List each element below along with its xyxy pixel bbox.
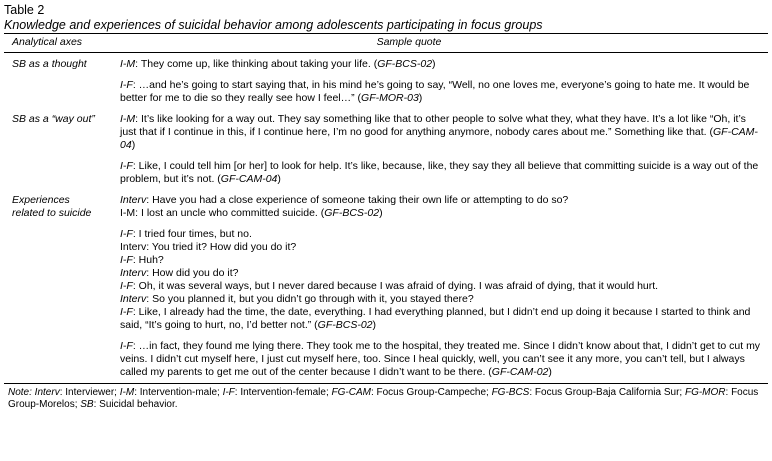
quote-cell xyxy=(116,54,768,109)
quote-text: : I tried four times, but no. xyxy=(132,228,252,240)
quote-text: : Oh, it was several ways, but I never dared because I was afraid of dying. I was afraid of dying, that it would hurt. xyxy=(132,280,659,292)
axis-label xyxy=(4,190,116,383)
quote-line xyxy=(120,241,762,254)
quote-close: ) xyxy=(277,173,281,185)
quote-line xyxy=(120,58,762,71)
quote-close: ) xyxy=(418,92,423,104)
quote-line xyxy=(120,228,762,241)
group-code: GF-BCS-02 xyxy=(317,319,373,331)
quote-line xyxy=(120,207,762,220)
table-caption: Knowledge and experiences of suicidal behavior among adolescents participating in focus groups xyxy=(4,18,543,32)
table-figure xyxy=(4,3,768,411)
quote-block xyxy=(120,224,762,336)
note-abbreviation: I-M xyxy=(119,387,135,398)
speaker-code: I-F xyxy=(120,280,133,292)
note-abbreviation: I-F xyxy=(222,387,235,398)
group-code: GF-CAM-04 xyxy=(220,173,278,185)
table-header xyxy=(4,34,768,52)
speaker-code: Interv xyxy=(120,293,147,305)
quote-line xyxy=(120,340,762,379)
axis-label-line: related to suicide xyxy=(12,207,92,219)
quote-text: : Have you had a close experience of someone taking their own life or attempting to do so? xyxy=(146,194,569,206)
group-code: GF-CAM-02 xyxy=(491,366,549,378)
note-abbreviation: FG-CAM xyxy=(331,387,371,398)
table-row xyxy=(4,54,768,109)
table-label: Table 2 xyxy=(4,3,45,17)
quote-text: : Huh? xyxy=(132,254,164,266)
group-code: GF-MOR-03 xyxy=(361,92,419,104)
quote-line xyxy=(120,194,762,207)
speaker-code: I-F xyxy=(120,306,133,318)
quote-line xyxy=(120,160,762,186)
quote-close: ) xyxy=(379,207,383,219)
quote-close: ) xyxy=(432,58,436,70)
quote-block xyxy=(120,109,762,156)
speaker-code: Interv xyxy=(120,194,147,206)
quote-line xyxy=(120,280,762,293)
quote-close: ) xyxy=(548,366,552,378)
quote-text: Interv: You tried it? How did you do it? xyxy=(120,241,297,253)
table-body xyxy=(4,53,768,383)
group-code: GF-CAM-04 xyxy=(120,126,758,151)
quote-line xyxy=(120,267,762,280)
quote-text: : How did you do it? xyxy=(146,267,239,279)
note-abbreviation: Note: Interv xyxy=(8,387,60,398)
speaker-code: I-F xyxy=(120,160,133,172)
axis-label xyxy=(4,54,116,109)
group-code: GF-BCS-02 xyxy=(324,207,380,219)
axis-label xyxy=(4,109,116,190)
quote-text: I-M: I lost an uncle who committed suicide. ( xyxy=(120,207,325,219)
speaker-code: I-M xyxy=(120,113,136,125)
group-code: GF-BCS-02 xyxy=(377,58,433,70)
header-analytical-axes: Analytical axes xyxy=(12,36,83,48)
note-definition: : Interviewer; xyxy=(59,387,120,398)
quote-text: : They come up, like thinking about taking your life. ( xyxy=(135,58,378,70)
note-definition: : Focus Group-Campeche; xyxy=(370,387,492,398)
speaker-code: I-M xyxy=(120,58,136,70)
note-abbreviation: FG-MOR xyxy=(684,387,726,398)
quote-text: : …in fact, they found me lying there. They took me to the hospital, they treated me. Since I didn’t know about that, I didn’t get to cut my veins. I didn’t cut myself here, I just cut myself here, too. Since I heal quickly, well, you can’t see it any more, you can’t tell, but I always called my parents to get me out of the center because I didn’t want to be there. ( xyxy=(120,340,761,378)
note-definition: : Focus Group-Baja California Sur; xyxy=(529,387,685,398)
quote-cell xyxy=(116,190,768,383)
axis-label-line: SB as a “way out” xyxy=(12,113,95,125)
table-note xyxy=(4,384,768,411)
quote-text: : …and he’s going to start saying that, in his mind he’s going to say, “Well, no one loves me, everyone’s going to hate me. It would be better for me to die so they really see how I feel…” ( xyxy=(120,79,750,104)
quote-text: : It’s like looking for a way out. They say something like that to other people to solve what they, what they have. It’s a lot like “Oh, it’s just that if I continue in this, if I continue here, I’m no good for anything anymore, nobody cares about me.” Something like that. ( xyxy=(120,113,746,138)
note-definition: : Suicidal behavior. xyxy=(93,399,178,410)
quote-line xyxy=(120,306,762,332)
quote-block xyxy=(120,190,762,224)
quote-line xyxy=(120,79,762,105)
note-abbreviation: FG-BCS xyxy=(491,387,530,398)
quote-close: ) xyxy=(372,319,377,331)
note-definition: : Intervention-female; xyxy=(234,387,332,398)
quote-close: ) xyxy=(131,139,136,151)
note-definition: : Intervention-male; xyxy=(134,387,223,398)
header-sample-quote: Sample quote xyxy=(376,36,442,48)
speaker-code: I-F xyxy=(120,228,133,240)
quote-block xyxy=(120,156,762,190)
axis-label-line: Experiences xyxy=(12,194,70,206)
speaker-code: I-F xyxy=(120,340,133,352)
speaker-code: Interv xyxy=(120,267,147,279)
quote-line xyxy=(120,113,762,152)
table-row xyxy=(4,190,768,383)
quote-line xyxy=(120,254,762,267)
axis-label-line: SB as a thought xyxy=(12,58,87,70)
speaker-code: I-F xyxy=(120,254,133,266)
quote-block xyxy=(120,75,762,109)
quote-block xyxy=(120,336,762,383)
quote-cell xyxy=(116,109,768,190)
quote-text: : Like, I already had the time, the date, everything. I had everything planned, but I didn’t end up doing it because I started to think and said, “It’s going to hurt, no, I’d better not.” ( xyxy=(120,306,751,331)
quote-block xyxy=(120,54,762,75)
quote-text: : So you planned it, but you didn’t go through with it, you stayed there? xyxy=(146,293,474,305)
quote-line xyxy=(120,293,762,306)
note-definition: : Focus Group-Morelos; xyxy=(8,387,759,410)
speaker-code: I-F xyxy=(120,79,133,91)
quote-text: : Like, I could tell him [or her] to look for help. It’s like, because, like, they say they all believe that committing suicide is a way out of the problem, but it’s not. ( xyxy=(120,160,759,185)
table-row xyxy=(4,109,768,190)
note-abbreviation: SB xyxy=(80,399,94,410)
